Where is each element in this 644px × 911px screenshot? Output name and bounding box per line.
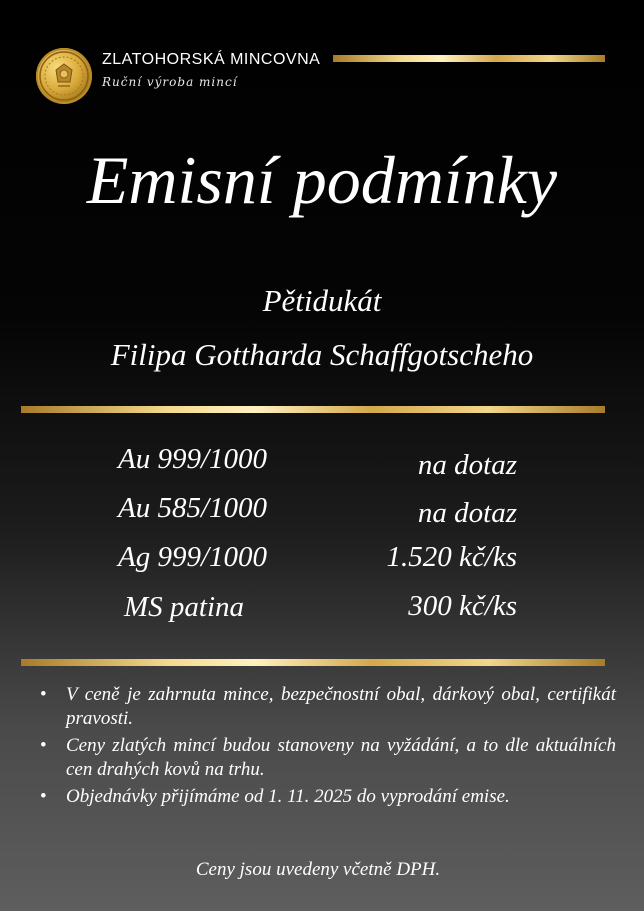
bullet-icon: •	[40, 735, 47, 756]
price-label: MS patina	[124, 591, 245, 623]
brand-tagline: Ruční výroba mincí	[102, 75, 238, 89]
price-value: 300 kč/ks	[408, 590, 517, 622]
bullet-icon: •	[40, 684, 47, 705]
coin-subject: Filipa Gottharda Schaffgotscheho	[110, 337, 534, 372]
price-label: Au 585/1000	[118, 492, 268, 524]
price-label: Au 999/1000	[118, 443, 268, 475]
gold-coin-icon	[36, 48, 92, 104]
price-value: 1.520 kč/ks	[386, 541, 517, 573]
list-item	[34, 734, 616, 782]
note-text: Ceny zlatých mincí budou stanoveny na vyžádání, a to dle aktuálních cen drahých kovů na trhu.	[66, 735, 616, 780]
page-title: Emisní podmínky	[86, 142, 558, 218]
brand-name: ZLATOHORSKÁ MINCOVNA	[102, 51, 321, 68]
bullet-icon: •	[40, 786, 47, 807]
list-item	[34, 683, 616, 731]
price-value: na dotaz	[417, 449, 517, 481]
gold-divider-middle	[21, 406, 605, 413]
note-text: Objednávky přijímáme od 1. 11. 2025 do vyprodání emise.	[66, 786, 510, 807]
list-item	[34, 785, 616, 809]
vat-note: Ceny jsou uvedeny včetně DPH.	[195, 859, 441, 880]
notes-list	[34, 683, 616, 812]
note-text: V ceně je zahrnuta mince, bezpečnostní obal, dárkový obal, certifikát pravosti.	[66, 684, 616, 729]
price-label: Ag 999/1000	[118, 541, 268, 573]
price-value: na dotaz	[417, 497, 517, 529]
gold-divider-bottom	[21, 659, 605, 666]
coin-name: Pětidukát	[262, 283, 382, 318]
gold-divider-top	[333, 55, 605, 62]
